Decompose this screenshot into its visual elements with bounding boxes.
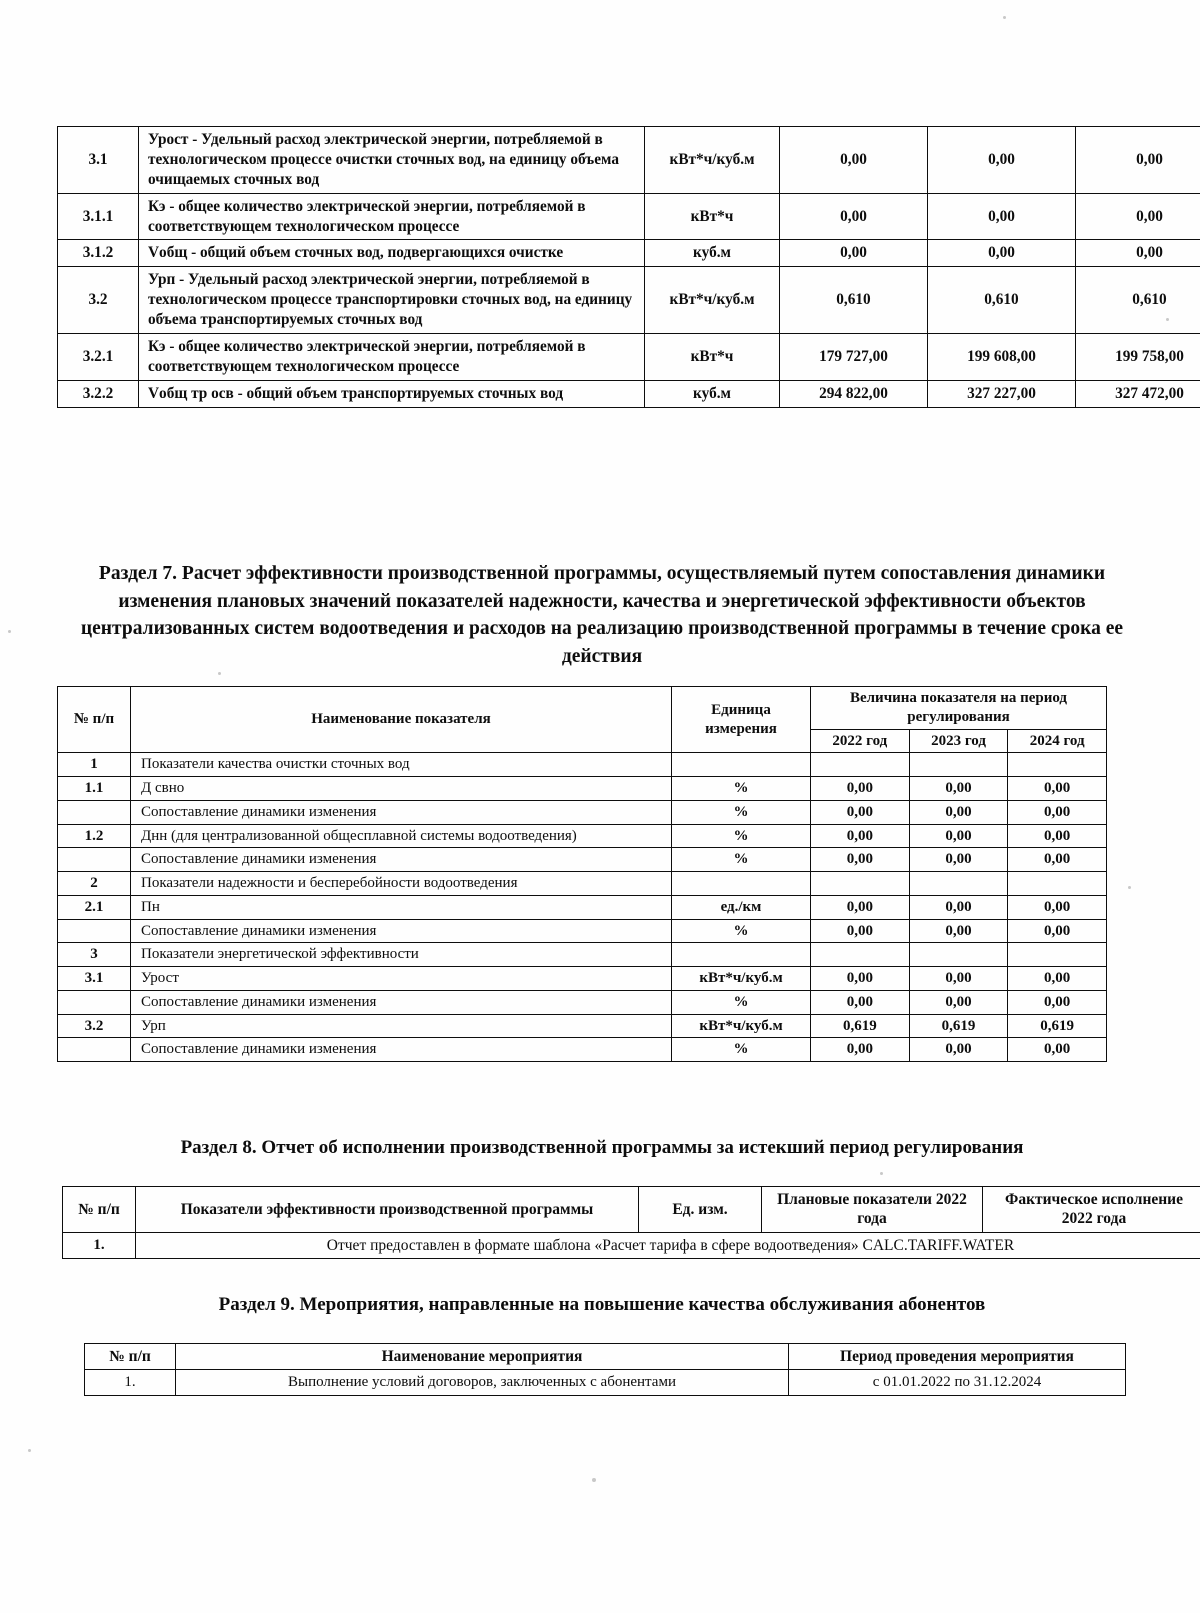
row-number: 1.1 (58, 777, 131, 801)
row-unit: % (672, 800, 811, 824)
section-8-table-body (63, 1232, 1200, 1258)
table-row (58, 267, 1200, 334)
section-7-table-body (58, 753, 1107, 1062)
table-row (58, 967, 1107, 991)
row-unit (672, 753, 811, 777)
row-value-2022: 0,00 (811, 919, 910, 943)
row-number: 3.2.1 (58, 333, 139, 380)
row-value-2024 (1008, 753, 1107, 777)
row-unit: % (672, 990, 811, 1014)
table-row (58, 1038, 1107, 1062)
header-indicator: Наименование показателя (131, 687, 672, 753)
row-value-2022 (811, 872, 910, 896)
row-number: 1.2 (58, 824, 131, 848)
row-number (58, 990, 131, 1014)
row-indicator: Сопоставление динамики изменения (131, 848, 672, 872)
row-number: 3.1.1 (58, 193, 139, 240)
table-row (63, 1232, 1200, 1258)
section-8-table-head (63, 1187, 1200, 1233)
row-value-2024: 0,00 (1008, 919, 1107, 943)
row-number (58, 1038, 131, 1062)
row-number: 2 (58, 872, 131, 896)
section-9-heading: Раздел 9. Мероприятия, направленные на повышение качества обслуживания абонентов (218, 1294, 986, 1315)
section-8-heading: Раздел 8. Отчет об исполнении производственной программы за истекший период регулирования (180, 1137, 1024, 1158)
table-row (58, 333, 1200, 380)
row-number: 3.2.2 (58, 380, 139, 407)
row-value-2022: 0,00 (780, 127, 928, 194)
table-header-row (58, 687, 1107, 730)
row-unit (672, 943, 811, 967)
row-unit: % (672, 1038, 811, 1062)
row-value-2022 (811, 753, 910, 777)
energy-efficiency-table-body (58, 127, 1200, 408)
row-number: 3.1 (58, 967, 131, 991)
row-value-2023 (909, 872, 1008, 896)
row-value-2022: 0,00 (811, 990, 910, 1014)
header-year-2024: 2024 год (1008, 729, 1107, 753)
row-value-2024: 0,00 (1008, 824, 1107, 848)
row-value-2024: 327 472,00 (1076, 380, 1200, 407)
row-value-2022: 0,610 (780, 267, 928, 334)
row-indicator: Пн (131, 895, 672, 919)
row-period: с 01.01.2022 по 31.12.2024 (789, 1370, 1126, 1396)
row-unit: кВт*ч/куб.м (645, 127, 780, 194)
row-value-2024: 0,00 (1008, 895, 1107, 919)
row-note: Отчет предоставлен в формате шаблона «Расчет тарифа в сфере водоотведения» CALC.TARIFF.WATER (136, 1232, 1200, 1258)
header-unit: Ед. изм. (639, 1187, 762, 1233)
table-row (58, 777, 1107, 801)
table-row (58, 800, 1107, 824)
row-indicator: Урп - Удельный расход электрической энергии, потребляемой в технологическом процессе транспортировки сточных вод, на единицу объема транспортируемых сточных вод (139, 267, 645, 334)
row-value-2024: 0,00 (1076, 193, 1200, 240)
row-value-2022: 0,00 (811, 800, 910, 824)
table-row (58, 943, 1107, 967)
row-unit: куб.м (645, 240, 780, 267)
row-value-2022: 294 822,00 (780, 380, 928, 407)
row-value-2022: 0,00 (811, 895, 910, 919)
row-unit (672, 872, 811, 896)
row-number: 1 (58, 753, 131, 777)
header-indicator: Показатели эффективности производственной программы (136, 1187, 639, 1233)
row-indicator: Урп (131, 1014, 672, 1038)
row-unit: кВт*ч (645, 333, 780, 380)
header-number: № п/п (85, 1344, 176, 1370)
row-value-2023: 0,00 (909, 990, 1008, 1014)
row-unit: кВт*ч (645, 193, 780, 240)
row-measure: Выполнение условий договоров, заключенных с абонентами (176, 1370, 789, 1396)
row-value-2023: 0,619 (909, 1014, 1008, 1038)
row-value-2024: 0,00 (1008, 990, 1107, 1014)
table-row (58, 872, 1107, 896)
row-value-2022 (811, 943, 910, 967)
row-number: 3 (58, 943, 131, 967)
table-row (58, 895, 1107, 919)
table-header-row (85, 1344, 1126, 1370)
table-row (58, 848, 1107, 872)
row-value-2023 (909, 753, 1008, 777)
row-value-2022: 0,619 (811, 1014, 910, 1038)
row-value-2023: 0,00 (909, 824, 1008, 848)
section-8-table (62, 1186, 1200, 1259)
scan-speck (1128, 886, 1131, 889)
header-year-2023: 2023 год (909, 729, 1008, 753)
row-value-2023: 0,00 (909, 967, 1008, 991)
header-plan: Плановые показатели 2022 года (762, 1187, 983, 1233)
row-number (58, 848, 131, 872)
scan-speck (1003, 16, 1006, 19)
table-row (85, 1370, 1126, 1396)
scan-speck (218, 672, 221, 675)
row-value-2022: 179 727,00 (780, 333, 928, 380)
table-row (58, 919, 1107, 943)
table-row (58, 990, 1107, 1014)
header-year-2022: 2022 год (811, 729, 910, 753)
row-indicator: Сопоставление динамики изменения (131, 800, 672, 824)
header-number: № п/п (63, 1187, 136, 1233)
header-measure: Наименование мероприятия (176, 1344, 789, 1370)
row-value-2023: 199 608,00 (928, 333, 1076, 380)
row-value-2024 (1008, 872, 1107, 896)
row-indicator: Д свно (131, 777, 672, 801)
table-header-row (63, 1187, 1200, 1233)
scan-speck (8, 630, 11, 633)
row-unit: % (672, 777, 811, 801)
row-unit: кВт*ч/куб.м (672, 1014, 811, 1038)
row-indicator: Сопоставление динамики изменения (131, 1038, 672, 1062)
energy-efficiency-table (57, 126, 1200, 408)
row-indicator: Показатели качества очистки сточных вод (131, 753, 672, 777)
table-row (58, 380, 1200, 407)
scan-speck (880, 1172, 883, 1175)
row-value-2024 (1008, 943, 1107, 967)
row-value-2023: 0,00 (909, 895, 1008, 919)
row-number: 3.1 (58, 127, 139, 194)
row-indicator: Днн (для централизованной общесплавной системы водоотведения) (131, 824, 672, 848)
scan-speck (28, 1449, 31, 1452)
row-value-2023: 0,00 (909, 800, 1008, 824)
row-value-2023 (909, 943, 1008, 967)
row-number: 1. (63, 1232, 136, 1258)
row-unit: ед./км (672, 895, 811, 919)
row-value-2024: 0,00 (1076, 127, 1200, 194)
row-value-2023: 0,00 (909, 919, 1008, 943)
row-value-2023: 0,00 (928, 127, 1076, 194)
row-indicator: Показатели энергетической эффективности (131, 943, 672, 967)
row-value-2022: 0,00 (811, 777, 910, 801)
row-indicator: Кэ - общее количество электрической энергии, потребляемой в соответствующем технологическом процессе (139, 333, 645, 380)
row-number (58, 919, 131, 943)
table-row (58, 193, 1200, 240)
table-row (58, 824, 1107, 848)
table-row (58, 127, 1200, 194)
section-7-heading: Раздел 7. Расчет эффективности производственной программы, осуществляемый путем сопоставления динамики изменения плановых значений показателей надежности, качества и энергетической эффективности объектов централизованных систем водоотведения и расходов на реализацию производственной программы в течение срока ее действия (80, 563, 1124, 668)
row-unit: % (672, 919, 811, 943)
row-unit: % (672, 824, 811, 848)
row-unit: куб.м (645, 380, 780, 407)
row-number: 3.1.2 (58, 240, 139, 267)
header-period-group: Величина показателя на период регулирования (811, 687, 1107, 730)
row-value-2024: 199 758,00 (1076, 333, 1200, 380)
row-indicator: Vобщ тр осв - общий объем транспортируемых сточных вод (139, 380, 645, 407)
row-value-2024: 0,00 (1008, 777, 1107, 801)
row-unit: % (672, 848, 811, 872)
section-7-table-head (58, 687, 1107, 753)
row-indicator: Показатели надежности и бесперебойности водоотведения (131, 872, 672, 896)
row-value-2023: 0,610 (928, 267, 1076, 334)
row-unit: кВт*ч/куб.м (645, 267, 780, 334)
row-value-2024: 0,00 (1076, 240, 1200, 267)
table-row (58, 240, 1200, 267)
row-value-2023: 0,00 (928, 240, 1076, 267)
row-value-2023: 0,00 (909, 848, 1008, 872)
row-number (58, 800, 131, 824)
row-value-2022: 0,00 (780, 240, 928, 267)
scan-speck (592, 1478, 596, 1482)
header-unit: Единица измерения (672, 687, 811, 753)
row-value-2024: 0,00 (1008, 848, 1107, 872)
section-9-table (84, 1343, 1126, 1396)
row-value-2022: 0,00 (811, 967, 910, 991)
table-row (58, 1014, 1107, 1038)
row-indicator: Сопоставление динамики изменения (131, 919, 672, 943)
row-value-2024: 0,619 (1008, 1014, 1107, 1038)
row-value-2024: 0,00 (1008, 800, 1107, 824)
row-value-2022: 0,00 (780, 193, 928, 240)
row-value-2024: 0,00 (1008, 967, 1107, 991)
row-unit: кВт*ч/куб.м (672, 967, 811, 991)
section-7-table (57, 686, 1107, 1062)
row-number: 1. (85, 1370, 176, 1396)
table-row (58, 753, 1107, 777)
row-indicator: Кэ - общее количество электрической энергии, потребляемой в соответствующем технологическом процессе (139, 193, 645, 240)
row-number: 3.2 (58, 267, 139, 334)
row-indicator: Урост - Удельный расход электрической энергии, потребляемой в технологическом процессе очистки сточных вод, на единицу объема очищаемых сточных вод (139, 127, 645, 194)
row-indicator: Сопоставление динамики изменения (131, 990, 672, 1014)
section-9-table-head (85, 1344, 1126, 1370)
row-value-2023: 327 227,00 (928, 380, 1076, 407)
row-indicator: Урост (131, 967, 672, 991)
row-number: 3.2 (58, 1014, 131, 1038)
row-value-2022: 0,00 (811, 824, 910, 848)
row-value-2022: 0,00 (811, 848, 910, 872)
row-value-2023: 0,00 (928, 193, 1076, 240)
row-value-2024: 0,610 (1076, 267, 1200, 334)
section-9-table-body (85, 1370, 1126, 1396)
row-value-2022: 0,00 (811, 1038, 910, 1062)
header-period: Период проведения мероприятия (789, 1344, 1126, 1370)
row-value-2023: 0,00 (909, 1038, 1008, 1062)
row-value-2024: 0,00 (1008, 1038, 1107, 1062)
row-value-2023: 0,00 (909, 777, 1008, 801)
header-fact: Фактическое исполнение 2022 года (983, 1187, 1200, 1233)
header-number: № п/п (58, 687, 131, 753)
row-indicator: Vобщ - общий объем сточных вод, подвергающихся очистке (139, 240, 645, 267)
row-number: 2.1 (58, 895, 131, 919)
